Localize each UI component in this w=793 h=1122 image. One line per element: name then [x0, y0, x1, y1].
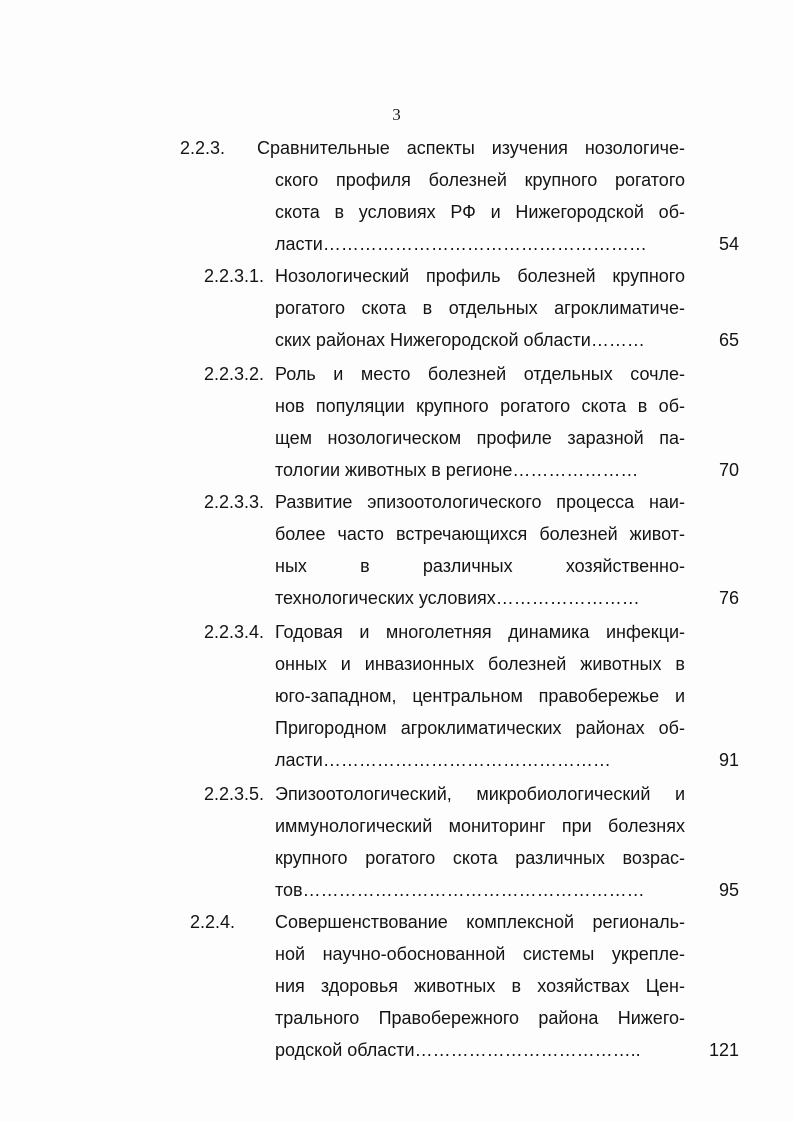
toc-entry-text-line: щем нозологическом профиле заразной па- [275, 428, 685, 448]
toc-entry-text-line: Развитие эпизоотологического процесса наи- [275, 492, 685, 512]
toc-entry-text-line: ния здоровья животных в хозяйствах Цен- [275, 976, 685, 996]
toc-entry-text-line: ласти………………………………………… [275, 750, 611, 770]
toc-entry-text-line: родской области……………………………….. [275, 1040, 641, 1060]
toc-entry-page: 91 [718, 750, 739, 770]
toc-entry-number: 2.2.3.5. [204, 784, 265, 804]
toc-entry-text-line: Эпизоотологический, микробиологический и [275, 784, 685, 804]
toc-entry-text-line: технологических условиях…………………… [275, 588, 640, 608]
toc-entry-text-line: онных и инвазионных болезней животных в [275, 654, 685, 674]
toc-entry-text-line: ной научно-обоснованной системы укрепле- [275, 944, 685, 964]
page-number: 3 [392, 105, 401, 124]
toc-entry-text-line: Роль и место болезней отдельных сочле- [275, 364, 685, 384]
toc-entry-text-line: Совершенствование комплексной региональ- [275, 912, 685, 932]
toc-entry-number: 2.2.3.4. [204, 622, 265, 642]
toc-entry-text-line: юго-западном, центральном правобережье и [275, 686, 685, 706]
toc-entry-text-line: ских районах Нижегородской области……… [275, 330, 645, 350]
toc-entry-text-line: тологии животных в регионе………………… [275, 460, 639, 480]
toc-entry-text-line: Пригородном агроклиматических районах об- [275, 718, 685, 738]
toc-entry-text-line: Сравнительные аспекты изучения нозологиче- [257, 138, 685, 158]
toc-entry-number: 2.2.3.2. [204, 364, 265, 384]
toc-entry-page: 70 [718, 460, 739, 480]
toc-entry-text-line: тов………………………………………………… [275, 880, 645, 900]
toc-entry-text-line: скота в условиях РФ и Нижегородской об- [275, 202, 685, 222]
toc-entry-text-line: нов популяции крупного рогатого скота в об- [275, 396, 685, 416]
toc-entry-text-line: Нозологический профиль болезней крупного [275, 266, 685, 286]
toc-entry-page: 54 [718, 234, 739, 254]
toc-entry-text-line: иммунологический мониторинг при болезнях [275, 816, 685, 836]
toc-entry-number: 2.2.3. [180, 138, 226, 158]
toc-entry-number: 2.2.3.1. [204, 266, 265, 286]
toc-entry-page: 95 [718, 880, 739, 900]
toc-entry-text-line: ского профиля болезней крупного рогатого [275, 170, 685, 190]
toc-entry-number: 2.2.3.3. [204, 492, 265, 512]
toc-entry-text-line: трального Правобережного района Нижего- [275, 1008, 685, 1028]
toc-entry-number: 2.2.4. [190, 912, 236, 932]
toc-entry-text-line: ных в различных хозяйственно- [275, 556, 685, 576]
toc-entry-text-line: рогатого скота в отдельных агроклиматиче- [275, 298, 685, 318]
toc-entry-page: 76 [718, 588, 739, 608]
toc-entry-text-line: Годовая и многолетняя динамика инфекци- [275, 622, 685, 642]
toc-entry-page: 121 [708, 1040, 739, 1060]
toc-entry-text-line: более часто встречающихся болезней живот- [275, 524, 685, 544]
toc-entry-text-line: крупного рогатого скота различных возрас- [275, 848, 685, 868]
toc-entry-page: 65 [718, 330, 739, 350]
toc-entry-text-line: ласти……………………………………………… [275, 234, 647, 254]
